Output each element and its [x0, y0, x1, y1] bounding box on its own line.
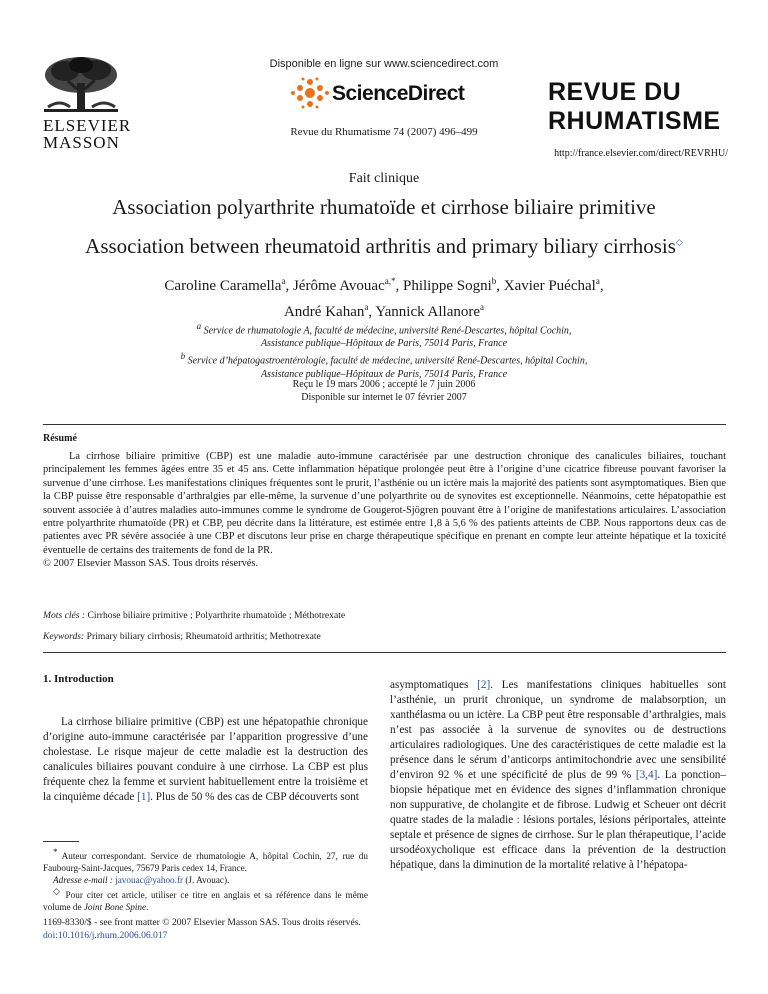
title-footnote-mark[interactable]: ◇ — [675, 237, 683, 247]
abstract-top-rule — [43, 424, 726, 425]
keywords-english: Keywords: Primary biliary cirrhosis; Rheumatoid arthritis; Methotrexate — [43, 631, 321, 642]
received-date: Reçu le 19 mars 2006 ; accepté le 7 juin 2006 — [292, 379, 476, 390]
author-name: Philippe Sogni — [403, 278, 492, 294]
author-affiliation-mark[interactable]: a — [480, 302, 485, 312]
front-matter-line: 1169-8330/$ - see front matter © 2007 Elsevier Masson SAS. Tous droits réservés. — [43, 917, 361, 928]
left-column-text — [43, 715, 368, 805]
reference-link[interactable]: [2] — [477, 679, 491, 691]
journal-title: REVUE DU RHUMATISME — [548, 78, 721, 135]
abstract — [43, 450, 726, 571]
author-name: Jérôme Avouac — [292, 278, 385, 294]
author-affiliation-mark[interactable]: b — [491, 276, 497, 286]
corresponding-author-note: * Auteur correspondant. Service de rhumatologie A, hôpital Cochin, 27, rue du Faubourg-Saint-Jacques, 75679 Paris cedex 14, France. — [43, 847, 368, 873]
issn-info — [43, 916, 361, 942]
email-link[interactable]: javouac@yahoo.fr — [115, 874, 184, 885]
sciencedirect-dots-icon — [290, 76, 330, 110]
author-affiliation-mark[interactable]: a — [281, 276, 286, 286]
paragraph: asymptomatiques [2]. Les manifestations cliniques habituelles sont l’asthénie, un prurit chronique, un syndrome de malabsorption, un xanthélasma ou un ictère. La CBP peut être responsable d’arthralgies, mais n’est pas associée à la survenue de synovites ou de destructions articulaires radiologiques. Une des caractéristiques de cette maladie est la présence dans le sérum d’anticorps antimitochondrie avec une sensibilité d’environ 92 % et une spécificité de plus de 99 % [3,4]. La ponction–biopsie hépatique met en évidence des signes d’inflammation chronique non suppurative, de cholangite et de fibrose. Ludwig et Scheuer ont décrit quatre stades de la maladie : lésions portales, lésions périportales, atteinte septale et présence de signes de cirrhose. Sur le plan thérapeutique, l’acide ursodéoxycholique est efficace dans la prévention de la destruction hépatique, dans la diminution de la mortalité relative à l’hépatopa- — [390, 679, 726, 871]
sciencedirect-logo[interactable] — [290, 76, 490, 110]
author-affiliation-mark[interactable]: a,* — [384, 276, 396, 286]
reference-link[interactable]: [1] — [137, 791, 151, 803]
article-type: Fait clinique — [348, 171, 420, 186]
author-name: André Kahan — [283, 304, 365, 320]
section-heading: 1. Introduction — [43, 673, 114, 685]
affiliation-b: $^b$ Service d’hépatogastroentérologie, faculté de médecine, université René-Descartes, hôpital Cochin, Assistance publique–Hôpitaux de Paris, 75014 Paris, France — [180, 351, 588, 380]
author-name: Xavier Puéchal — [503, 278, 596, 294]
author-name: Yannick Allanore — [375, 304, 481, 320]
author-name: Caroline Caramella — [164, 278, 282, 294]
elsevier-tree-logo — [40, 55, 122, 115]
right-column-text — [390, 678, 726, 873]
affiliations — [150, 320, 618, 381]
author-affiliation-mark[interactable]: a — [595, 276, 600, 286]
author-affiliation-mark[interactable]: a — [364, 302, 369, 312]
abstract-text: La cirrhose biliaire primitive (CBP) est une maladie auto-immune caractérisée par une destruction chronique des canalicules biliaires, touchant principalement les femmes âgées entre 35 et 45 ans. Cette inflammation hépatique prolongée peut être à l’origine d’une cicatrice fibreuse pouvant favoriser la survenue d’une cirrhose. Les manifestations cliniques fréquentes sont le prurit, l’asthénie ou un ictère mais la majorité des patients sont asymptomatiques. Bien que la CBP puisse être responsable d’arthralgies par elle-même, la survenue d’une polyarthrite ou de synovites est exceptionnelle. Néanmoins, cette hépatopathie est souvent associée à d’autres maladies auto-immunes comme le syndrome de Gougerot-Sjögren pouvant être à l’origine de manifestations articulaires. L’association entre polyarthrite rhumatoïde (PR) et CBP, peu décrite dans la littérature, est estimée entre 1,8 à 5,6 % des patients atteints de CBP. Nous rapportons deux cas de patientes avec PR sévère associée à une CBP et discutons leur prise en charge thérapeutique spécifique en prenant en compte leur atteinte hépatique et la toxicité éventuelle de certains des traitements de fond de la PR. — [43, 451, 726, 556]
paragraph: La cirrhose biliaire primitive (CBP) est une hépatopathie chronique d’origine auto-immune caractérisée par l’apparition progressive d’une cholestase. Le risque majeur de cette maladie est la destruction des canalicules biliaires pouvant conduire à une cirrhose. La CBP est plus fréquente chez la femme et survient habituellement entre la troisième et la cinquième décade [1]. Plus de 50 % des cas de CBP découverts sont — [43, 716, 368, 803]
article-dates — [0, 378, 768, 404]
availability-line: Disponible en ligne sur www.sciencedirect.com — [269, 58, 499, 70]
journal-citation: Revue du Rhumatisme 74 (2007) 496–499 — [290, 126, 478, 138]
affiliation-a: $^a$ Service de rhumatologie A, faculté de médecine, université René-Descartes, hôpital Cochin, Assistance publique–Hôpitaux de Paris, 75014 Paris, France — [196, 321, 572, 350]
footnote-rule — [43, 841, 79, 842]
footnotes — [43, 847, 368, 914]
sciencedirect-wordmark: ScienceDirect — [332, 82, 465, 105]
abstract-copyright: © 2007 Elsevier Masson SAS. Tous droits réservés. — [43, 558, 259, 570]
email-note: Adresse e-mail : javouac@yahoo.fr (J. Avouac). — [53, 874, 230, 885]
online-date: Disponible sur internet le 07 février 2007 — [301, 392, 467, 403]
author-list: Caroline Caramella$^a$, Jérôme Avouac$^{a,*}$, Philippe Sogni$^b$, Xavier Puéchal$^a$, André Kahan$^a$, Yannick Allanore$^a$ — [164, 276, 604, 320]
body-top-rule — [43, 652, 726, 653]
keywords-french: Mots clés : Cirrhose biliaire primitive ; Polyarthrite rhumatoïde ; Méthotrexate — [43, 610, 346, 621]
doi-link[interactable]: doi:10.1016/j.rhum.2006.06.017 — [43, 930, 168, 941]
citation-note: ◇ Pour citer cet article, utiliser ce titre en anglais et sa référence dans le même volume de Joint Bone Spine. — [43, 886, 368, 913]
title-english: Association between rheumatoid arthritis and primary biliary cirrhosis◇ — [85, 234, 683, 258]
reference-link[interactable]: [3,4] — [635, 769, 658, 781]
publisher-logo: ELSEVIER MASSON — [43, 116, 132, 152]
abstract-heading: Résumé — [43, 433, 77, 444]
title-french: Association polyarthrite rhumatoïde et cirrhose biliaire primitive — [112, 195, 656, 219]
journal-url[interactable]: http://france.elsevier.com/direct/REVRHU/ — [554, 148, 728, 159]
